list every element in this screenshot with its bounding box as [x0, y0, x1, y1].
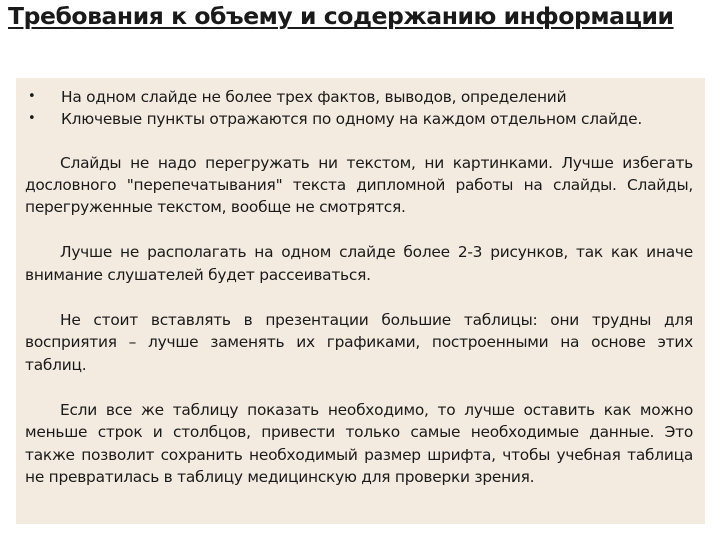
paragraph: Если все же таблицу показать необходимо, то лучше оставить как можно меньше строк и столбцов, привести только самые необходимые данные. Это также позволит сохранить необходимый размер шрифта, чтобы учебная таблица не превратилась в таблицу медицинскую для проверки зрения. — [25, 400, 693, 486]
paragraph: Не стоит вставлять в презентации большие таблицы: они трудны для восприятия – лучше заменять их графиками, построенными на основе этих таблиц. — [25, 311, 693, 374]
slide-title: Требования к объему и содержанию информации — [8, 2, 674, 30]
paragraph: Лучше не располагать на одном слайде более 2-3 рисунков, так как иначе внимание слушателей будет рассеиваться. — [25, 243, 693, 284]
bullet-item — [25, 108, 693, 130]
bullet-item — [25, 86, 693, 108]
bullet-icon: • — [28, 111, 36, 127]
bullet-text: Ключевые пункты отражаются по одному на каждом отдельном слайде. — [61, 110, 642, 129]
content-panel — [16, 78, 705, 524]
paragraph: Слайды не надо перегружать ни текстом, ни картинками. Лучше избегать дословного "перепечатывания" текста дипломной работы на слайды. Слайды, перегруженные текстом, вообще не смотрятся. — [25, 153, 693, 217]
bullet-icon: • — [28, 89, 36, 104]
bullet-list — [25, 86, 693, 131]
bullet-text: На одном слайде не более трех фактов, выводов, определений — [61, 88, 567, 106]
